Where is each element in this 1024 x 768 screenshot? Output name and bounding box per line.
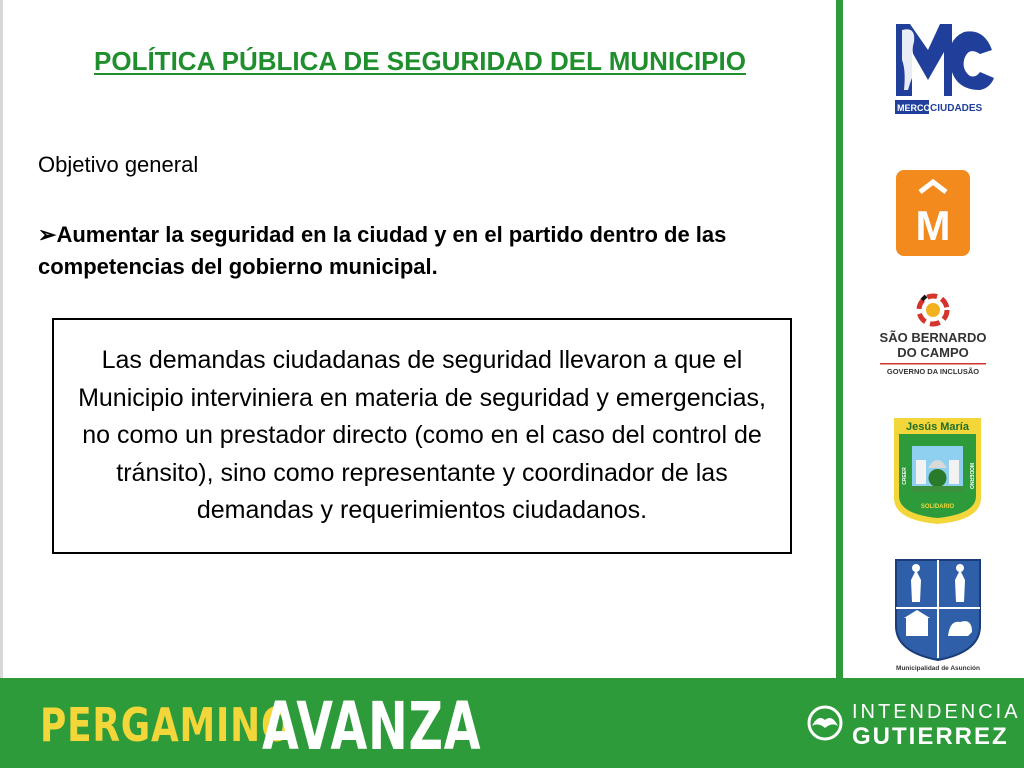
- m-logo: [896, 170, 970, 256]
- jesus-maria-right-vertical: MODERNO: [968, 462, 974, 490]
- mercociudades-part1: MERCO: [897, 103, 931, 113]
- footer-gutierrez: GUTIERREZ: [852, 723, 1009, 750]
- text-box: [52, 318, 792, 554]
- footer-banner: [0, 678, 1024, 768]
- jesus-maria-logo: [892, 416, 983, 526]
- objective-bullet: [38, 219, 798, 283]
- jesus-maria-title: Jesús María: [906, 421, 969, 433]
- m-logo-letter: M: [915, 202, 951, 249]
- sao-bernardo-line3: GOVERNO DA INCLUSÃO: [886, 367, 980, 376]
- footer-intendencia: INTENDENCIA: [852, 701, 1021, 723]
- mercociudades-part2: CIUDADES: [930, 103, 983, 114]
- sao-bernardo-logo: [872, 290, 994, 382]
- intendencia-logo-icon: [806, 704, 844, 742]
- objective-text: Aumentar la seguridad en la ciudad y en el partido dentro de las competencias del gobierno municipal.: [38, 222, 727, 279]
- sao-bernardo-line2: DO CAMPO: [897, 345, 969, 360]
- objective-label: Objetivo general: [38, 152, 199, 177]
- slide-title: POLÍTICA PÚBLICA DE SEGURIDAD DEL MUNICIPIO: [94, 46, 746, 76]
- mercociudades-logo: [892, 20, 997, 118]
- asuncion-crest-logo: [888, 556, 988, 674]
- footer-avanza: AVANZA: [262, 688, 482, 765]
- sao-bernardo-line1: SÃO BERNARDO: [879, 330, 987, 345]
- footer-pergamino: PERGAMINO: [40, 698, 293, 752]
- jesus-maria-bottom: SOLIDARIO: [920, 504, 955, 510]
- asuncion-caption: Municipalidad de Asunción: [896, 665, 980, 672]
- arrow-bullet-icon: ➢: [38, 222, 57, 247]
- jesus-maria-left-vertical: CREER: [902, 467, 908, 485]
- vertical-green-divider: [836, 0, 843, 678]
- box-text: Las demandas ciudadanas de seguridad llevaron a que el Municipio interviniera en materia de seguridad y emergencias, no como un prestador directo (como en el caso del control de tránsito), sino como representante y coordinador de las demandas y requerimientos ciudadanos.: [78, 346, 766, 525]
- left-edge-line: [0, 0, 3, 678]
